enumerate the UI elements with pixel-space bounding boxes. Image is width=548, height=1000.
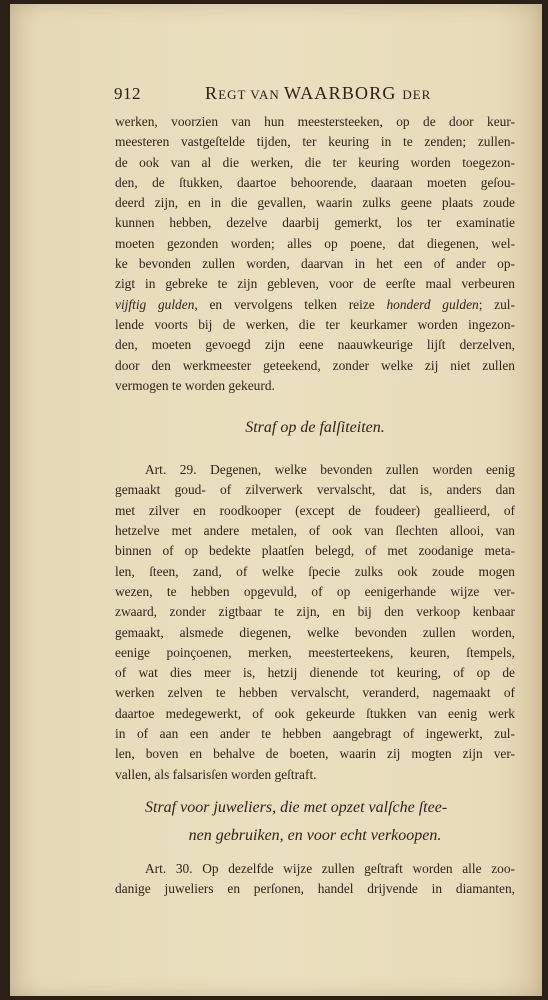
running-head: [205, 83, 431, 104]
spacer: [115, 396, 515, 414]
text-fragment: , en vervolgens telken reize: [194, 296, 387, 312]
text-line: met zilver en roodkooper (except de foudeer) geallieerd, of: [115, 502, 515, 518]
text-line: eenige poinçoenen, merken, meesterteekens, keuren, ſtempels,: [115, 644, 515, 660]
text-line: of wat dies meer is, hetzij dienende tot keuring, of op de: [115, 665, 515, 681]
page-body: [115, 112, 515, 900]
text-line: in of aan een ander te hebben aangebragt of ingewerkt, zul-: [115, 726, 515, 742]
text-line: den, moeten gevoegd zijn eene naauwkeurige lijſt derzelven,: [115, 337, 515, 353]
paragraph-article-29: [115, 460, 515, 785]
text-line: len, boven en behalve de boeten, waarin zij mogten zijn ver-: [115, 746, 515, 762]
text-line: den, de ſtukken, daartoe behoorende, daaraan moeten geſou-: [115, 174, 515, 190]
paragraph-article-30: [115, 859, 515, 900]
fine-amount-repeat: honderd gulden: [386, 296, 479, 312]
text-line: danige juweliers en perſonen, handel drijvende in diamanten,: [115, 881, 515, 897]
text-line: door den werkmeester geteekend, zonder welke zij niet zullen: [115, 357, 515, 373]
spacer: [115, 785, 515, 794]
text-fragment: ; zul-: [478, 296, 515, 312]
spacer: [115, 442, 515, 460]
text-line: ke bevonden zullen worden, daarvan in het een of ander op-: [115, 256, 515, 272]
text-line: daartoe medegewerkt, of ook gekeurde ſtukken van eenig werk: [115, 705, 515, 721]
running-head-word-2: WAARBORG: [284, 83, 403, 103]
text-line: len, ſteen, zand, of welke ſpecie zulks ook zoude mogen: [115, 563, 515, 579]
text-line: moeten gezonden worden; alles op poene, dat diegenen, wel-: [115, 235, 515, 251]
running-head-small-2: DER: [402, 87, 432, 102]
section-heading-jewellers-line-1: Straf voor juweliers, die met opzet valſche ſtee-: [145, 798, 448, 816]
text-line: gemaakt, alsmede diegenen, welke bevonden zullen worden,: [115, 624, 515, 640]
text-line-first: Art. 29. Degenen, welke bevonden zullen worden eenig: [145, 462, 515, 478]
text-line-last: vermogen te worden gekeurd.: [115, 377, 275, 393]
text-line: binnen of op bedekte plaatſen belegd, of met zoodanige meta-: [115, 543, 515, 559]
text-line: lende voorts bij de werken, die ter keurkamer worden ingezon-: [115, 316, 515, 332]
running-head-small-1: EGT VAN: [218, 87, 285, 102]
text-line: wezen, te hebben opgevuld, of op eenigerhande wijze ver-: [115, 583, 515, 599]
paragraph-article-28-continued: [115, 112, 515, 396]
text-line-last: vallen, als falsarisſen worden geſtraft.: [115, 766, 317, 782]
text-line: meesteren vastgeſtelde tijden, ter keuring in te zenden; zullen-: [115, 134, 515, 150]
text-line: deerd zijn, en in die gevallen, waarin zulks geene plaats zoude: [115, 195, 515, 211]
text-line: werken, voorzien van hun meestersteeken, op de door keur-: [115, 114, 515, 129]
running-head-initial-1: R: [205, 83, 219, 103]
page-number: 912: [114, 84, 141, 103]
section-heading-jewellers-line-2: nen gebruiken, en voor echt verkoopen.: [188, 826, 442, 844]
text-line-first: Art. 30. Op dezelfde wijze zullen geſtraft worden alle zoo-: [145, 860, 515, 876]
text-line: de ook van al die werken, die ter keuring worden toegezon-: [115, 154, 515, 170]
text-line: werken zelven te hebben vervalscht, veranderd, nagemaakt of: [115, 685, 515, 701]
text-line: kunnen hebben, dezelve daarbij gemerkt, los ter examinatie: [115, 215, 515, 231]
text-line: gemaakt goud- of zilverwerk vervalscht, dat is, anders dan: [115, 482, 515, 498]
spacer: [115, 850, 515, 859]
text-line-with-fines: [115, 295, 515, 315]
text-line: zwaard, zonder zigtbaar te zijn, en bij den verkoop kenbaar: [115, 604, 515, 620]
text-line: hetzelve met andere metalen, of ook van ſlechten allooi, van: [115, 523, 515, 539]
text-line: zigt in gebreke te zijn gebleven, voor de eerſte maal verbeuren: [115, 276, 515, 292]
section-heading-falsification: Straf op de falſiteiten.: [245, 419, 385, 437]
fine-amount-first: vijftig gulden: [115, 296, 195, 312]
